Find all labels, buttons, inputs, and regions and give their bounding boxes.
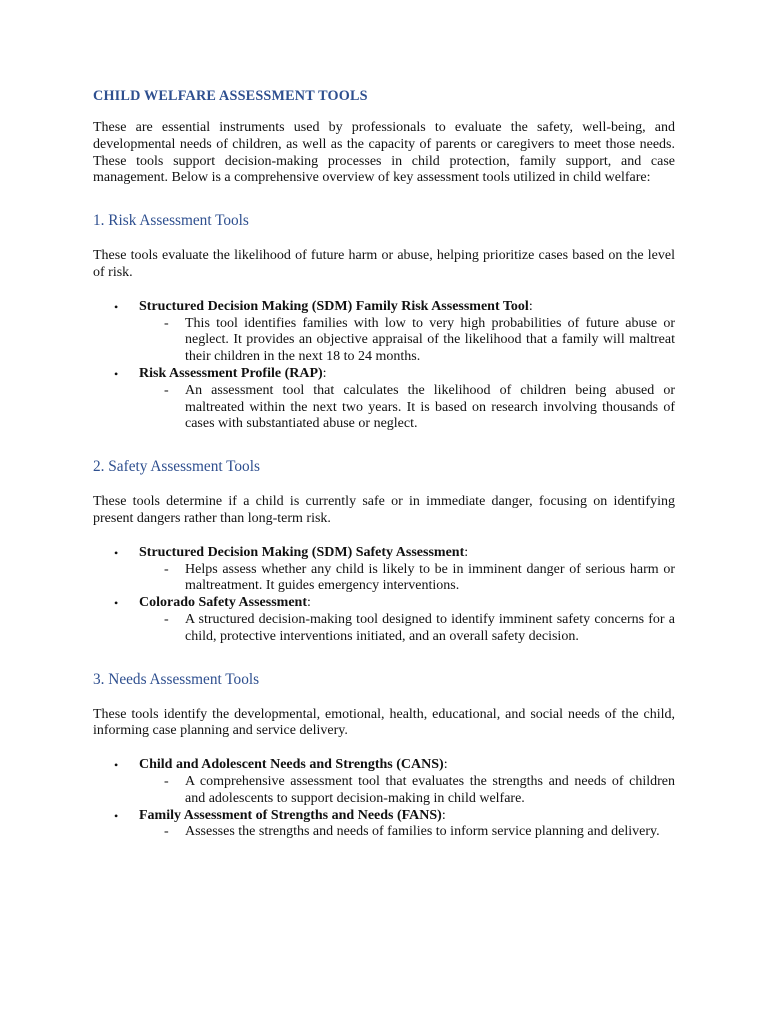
tool-detail (139, 383, 675, 433)
colon: : (441, 807, 446, 823)
colon: : (443, 757, 448, 773)
tool-detail (139, 774, 675, 808)
tool-item (93, 808, 675, 842)
dash-icon: - (164, 824, 169, 840)
tool-detail-text: Assesses the strengths and needs of families to inform service planning and delivery. (185, 824, 660, 840)
tool-name: Family Assessment of Strengths and Needs (FANS) (139, 807, 442, 823)
bullet-icon: • (114, 758, 119, 773)
tool-name: Structured Decision Making (SDM) Family Risk Assessment Tool (139, 298, 529, 314)
colon: : (464, 544, 469, 560)
section-heading: 2. Safety Assessment Tools (93, 458, 260, 476)
bullet-icon: • (114, 299, 119, 314)
intro-paragraph: These are essential instruments used by professionals to evaluate the safety, well-being, and developmental needs of children, as well as the capacity of parents or caregivers to meet those needs. These tools support decision-making processes in child protection, family support, and case management. Below is a comprehensive overview of key assessment tools utilized in child welfare: (93, 120, 675, 186)
tool-name: Child and Adolescent Needs and Strengths (CANS) (139, 757, 444, 773)
tool-detail-text: A structured decision-making tool designed to identify imminent safety concerns for a child, protective interventions initiated, and an overall safety decision. (185, 611, 675, 644)
tool-detail (139, 824, 675, 841)
dash-icon: - (164, 315, 169, 331)
tool-detail-text: An assessment tool that calculates the likelihood of children being abused or maltreated within the next two years. It is based on research involving thousands of cases with substantiated abuse or neglect. (185, 382, 675, 432)
bullet-icon: • (114, 808, 119, 823)
tool-name: Colorado Safety Assessment (139, 595, 307, 611)
tool-detail (139, 316, 675, 366)
dash-icon: - (164, 773, 169, 789)
dash-icon: - (164, 382, 169, 398)
section-risk-assessment (93, 211, 675, 433)
tool-name: Risk Assessment Profile (RAP) (139, 365, 323, 381)
section-heading: 1. Risk Assessment Tools (93, 212, 249, 230)
document-title: CHILD WELFARE ASSESSMENT TOOLS (93, 88, 368, 104)
colon: : (528, 298, 533, 314)
colon: : (322, 365, 327, 381)
bullet-icon: • (114, 545, 119, 560)
tool-detail-text: This tool identifies families with low to very high probabilities of future abuse or neglect. It provides an objective appraisal of the likelihood that a family will maltreat their children in the next 18 to 24 months. (185, 315, 675, 365)
tool-detail (139, 562, 675, 596)
section-heading: 3. Needs Assessment Tools (93, 670, 260, 688)
dash-icon: - (164, 611, 169, 627)
tool-item (93, 757, 675, 807)
section-description: These tools identify the developmental, emotional, health, educational, and social needs of the child, informing case planning and service delivery. (93, 706, 675, 739)
tool-name: Structured Decision Making (SDM) Safety Assessment (139, 544, 465, 560)
tool-item (93, 299, 675, 366)
tool-item (93, 595, 675, 645)
bullet-icon: • (114, 366, 119, 381)
dash-icon: - (164, 561, 169, 577)
bullet-icon: • (114, 596, 119, 611)
colon: : (307, 595, 311, 611)
section-description: These tools evaluate the likelihood of future harm or abuse, helping prioritize cases based on the level of risk. (93, 248, 675, 280)
tool-list (93, 545, 675, 646)
tool-item (93, 545, 675, 595)
section-description: These tools determine if a child is currently safe or in immediate danger, focusing on identifying present dangers rather than long-term risk. (93, 494, 675, 526)
section-safety-assessment (93, 457, 675, 645)
tool-detail-text: A comprehensive assessment tool that evaluates the strengths and needs of children and adolescents to support decision-making in child welfare. (185, 773, 675, 806)
tool-detail-text: Helps assess whether any child is likely to be in imminent danger of serious harm or maltreatment. It guides emergency interventions. (185, 561, 675, 594)
section-needs-assessment (93, 670, 675, 842)
tool-item (93, 366, 675, 433)
tool-detail (139, 612, 675, 646)
tool-list (93, 299, 675, 433)
tool-list (93, 757, 675, 841)
